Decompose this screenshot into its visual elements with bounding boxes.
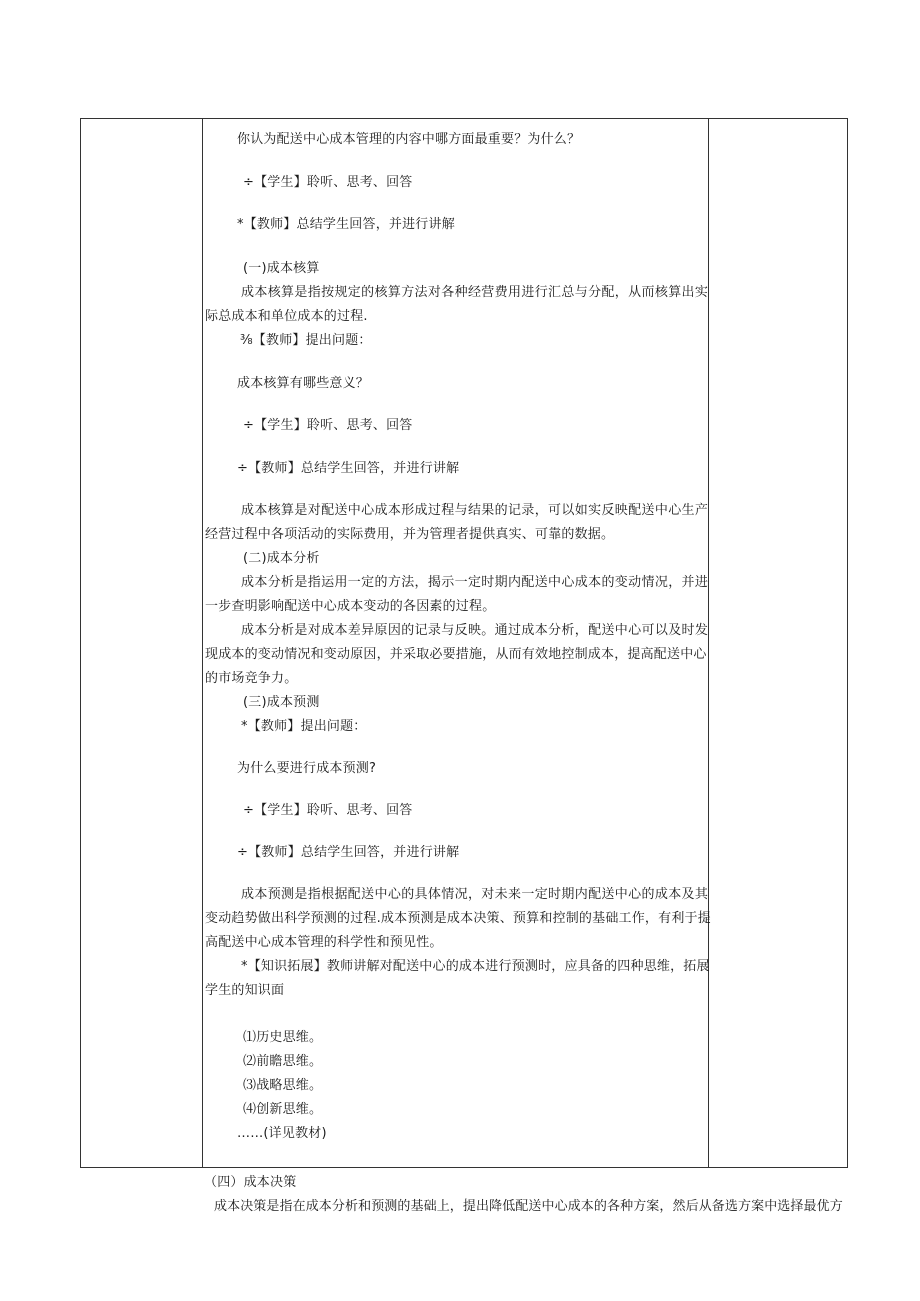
paragraph-line: 一步查明影响配送中心成本变动的各因素的过程。 [205, 599, 496, 614]
list-item: ⑴历史思维。 [243, 1030, 323, 1045]
student-response: ÷【学生】聆听、思考、回答 [243, 803, 413, 818]
teacher-summary: ÷【教师】总结学生回答，并进行讲解 [237, 461, 460, 476]
paragraph-line: 变动趋势做出科学预测的过程.成本预测是成本决策、预算和控制的基础工作，有利于提 [205, 911, 711, 926]
paragraph-line: 成本核算是对配送中心成本形成过程与结果的记录，可以如实反映配送中心生产 [241, 503, 709, 518]
question-text: 成本核算有哪些意义？ [237, 376, 370, 391]
section-heading: （四）成本决策 [204, 1175, 297, 1190]
question-text: 为什么要进行成本预测? [237, 761, 377, 776]
paragraph-line: 成本分析是指运用一定的方法，揭示一定时期内配送中心成本的变动情况，并进 [241, 575, 709, 590]
paragraph-line: 高配送中心成本管理的科学性和预见性。 [205, 935, 443, 950]
paragraph-line: 成本核算是指按规定的核算方法对各种经营费用进行汇总与分配，从而核算出实 [241, 285, 709, 300]
teacher-summary: ÷【教师】总结学生回答，并进行讲解 [237, 845, 460, 860]
paragraph-line: 成本分析是对成本差异原因的记录与反映。通过成本分析，配送中心可以及时发 [241, 623, 709, 638]
teacher-summary: *【教师】总结学生回答，并进行讲解 [237, 217, 455, 232]
paragraph-line: 经营过程中各项活动的实际费用，并为管理者提供真实、可靠的数据。 [205, 527, 615, 542]
list-item: ⑷创新思维。 [243, 1102, 323, 1117]
student-response: ÷【学生】聆听、思考、回答 [243, 175, 413, 190]
column-divider-left [202, 119, 203, 1167]
see-textbook-note: ……(详见教材) [237, 1126, 327, 1141]
list-item: ⑵前瞻思维。 [243, 1054, 323, 1069]
column-divider-right [708, 119, 709, 1167]
teacher-question: *【教师】提出问题： [241, 719, 367, 734]
student-response: ÷【学生】聆听、思考、回答 [243, 418, 413, 433]
section-heading: (二)成本分析 [243, 551, 320, 566]
lesson-table [80, 118, 848, 1168]
paragraph-line: 的市场竞争力。 [205, 671, 298, 686]
teacher-question: ⅜【教师】提出问题： [240, 333, 372, 348]
intro-question: 你认为配送中心成本管理的内容中哪方面最重要？为什么？ [237, 132, 581, 147]
paragraph-line: 际总成本和单位成本的过程. [205, 309, 368, 324]
list-item: ⑶战略思维。 [243, 1078, 323, 1093]
section-heading: (一)成本核算 [243, 261, 320, 276]
paragraph-line: 成本决策是指在成本分析和预测的基础上，提出降低配送中心成本的各种方案，然后从备选方案中选择最优方 [214, 1199, 843, 1214]
paragraph-line: 成本预测是指根据配送中心的具体情况，对未来一定时期内配送中心的成本及其 [241, 887, 709, 902]
knowledge-extension: 学生的知识面 [205, 983, 285, 998]
paragraph-line: 现成本的变动情况和变动原因，并采取必要措施，从而有效地控制成本，提高配送中心 [205, 647, 707, 662]
section-heading: (三)成本预测 [243, 695, 320, 710]
knowledge-extension: *【知识拓展】教师讲解对配送中心的成本进行预测时，应具备的四种思维，拓展 [241, 959, 710, 974]
